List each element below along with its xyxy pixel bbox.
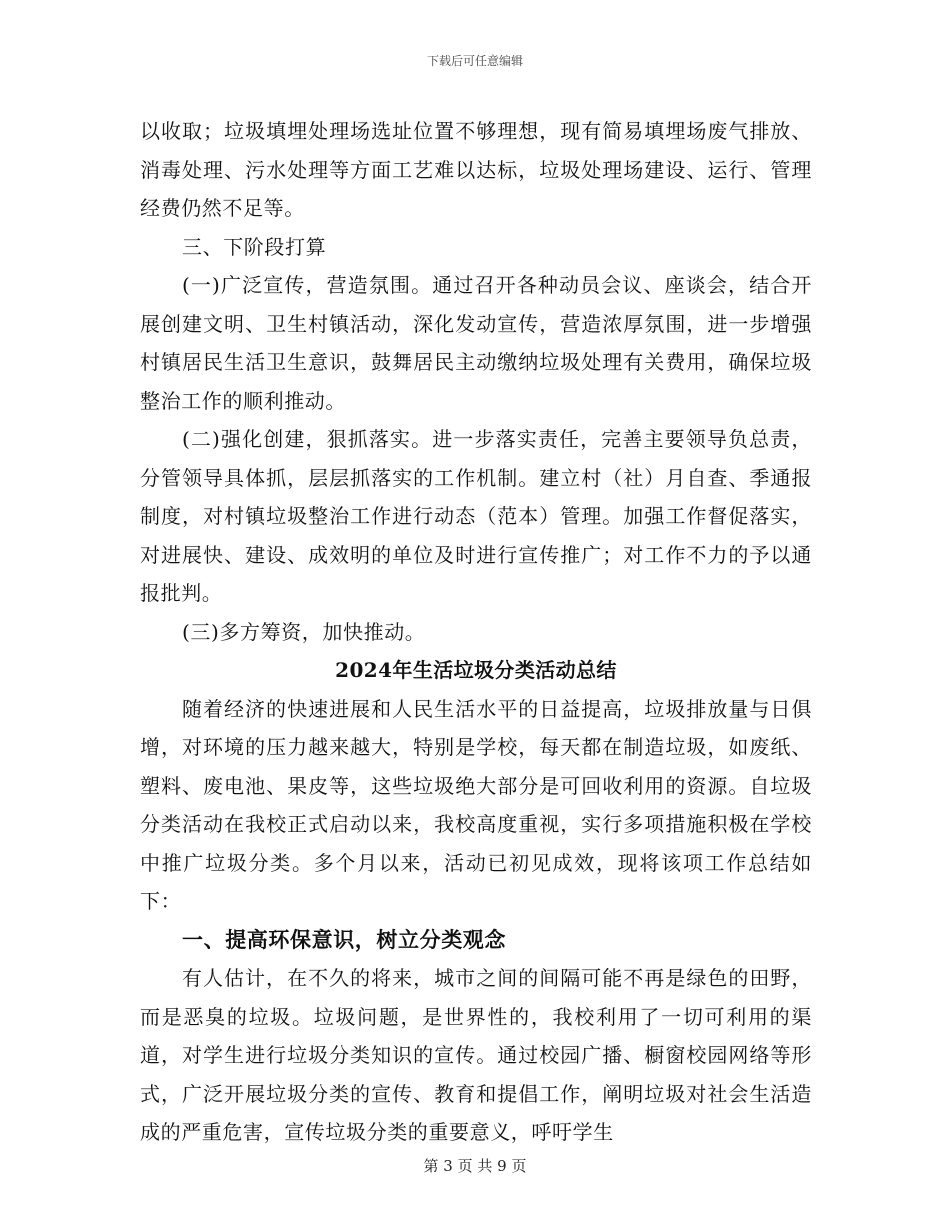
paragraph-publicity: (一)广泛宣传，营造氛围。通过召开各种动员会议、座谈会，结合开展创建文明、卫生村镇活动，深化发动宣传，营造浓厚氛围，进一步增强村镇居民生活卫生意识，鼓舞居民主动缴纳垃圾处理有关费用，确保垃圾整治工作的顺利推动。 [140,273,812,413]
section-heading-awareness: 一、提高环保意识，树立分类观念 [182,926,506,952]
section-heading-next-stage-plan: 三、下阶段打算 [182,234,327,259]
paragraph-introduction: 随着经济的快速进展和人民生活水平的日益提高，垃圾排放量与日俱增，对环境的压力越来越大，特别是学校，每天都在制造垃圾，如废纸、塑料、废电池、果皮等，这些垃圾绝大部分是可回收利用的资源。自垃圾分类活动在我校正式启动以来，我校高度重视，实行多项措施积极在学校中推广垃圾分类。多个月以来，活动已初见成效，现将该项工作总结如下： [140,696,812,913]
paragraph-implementation: (二)强化创建，狠抓落实。进一步落实责任，完善主要领导负总责，分管领导具体抓，层层抓落实的工作机制。建立村（社）月自查、季通报制度，对村镇垃圾整治工作进行动态（范本）管理。加强工作督促落实，对进展快、建设、成效明的单位及时进行宣传推广；对工作不力的予以通报批判。 [140,427,812,605]
paragraph-funding: (三)多方筹资，加快推动。 [182,619,426,644]
page-number: 第 3 页 共 9 页 [423,1157,527,1175]
document-title: 2024年生活垃圾分类活动总结 [335,658,617,682]
paragraph-awareness: 有人估计，在不久的将来，城市之间的间隔可能不再是绿色的田野，而是恶臭的垃圾。垃圾问题，是世界性的，我校利用了一切可利用的渠道，对学生进行垃圾分类知识的宣传。通过校园广播、橱窗校园网络等形式，广泛开展垃圾分类的宣传、教育和提倡工作，阐明垃圾对社会生活造成的严重危害，宣传垃圾分类的重要意义，呼吁学生 [140,966,812,1144]
page-header: 下载后可任意编辑 [426,54,523,68]
paragraph-continued: 以收取；垃圾填埋处理场选址位置不够理想，现有简易填埋场废气排放、消毒处理、污水处理等方面工艺难以达标，垃圾处理场建设、运行、管理经费仍然不足等。 [140,119,812,220]
document-body [140,112,812,1152]
